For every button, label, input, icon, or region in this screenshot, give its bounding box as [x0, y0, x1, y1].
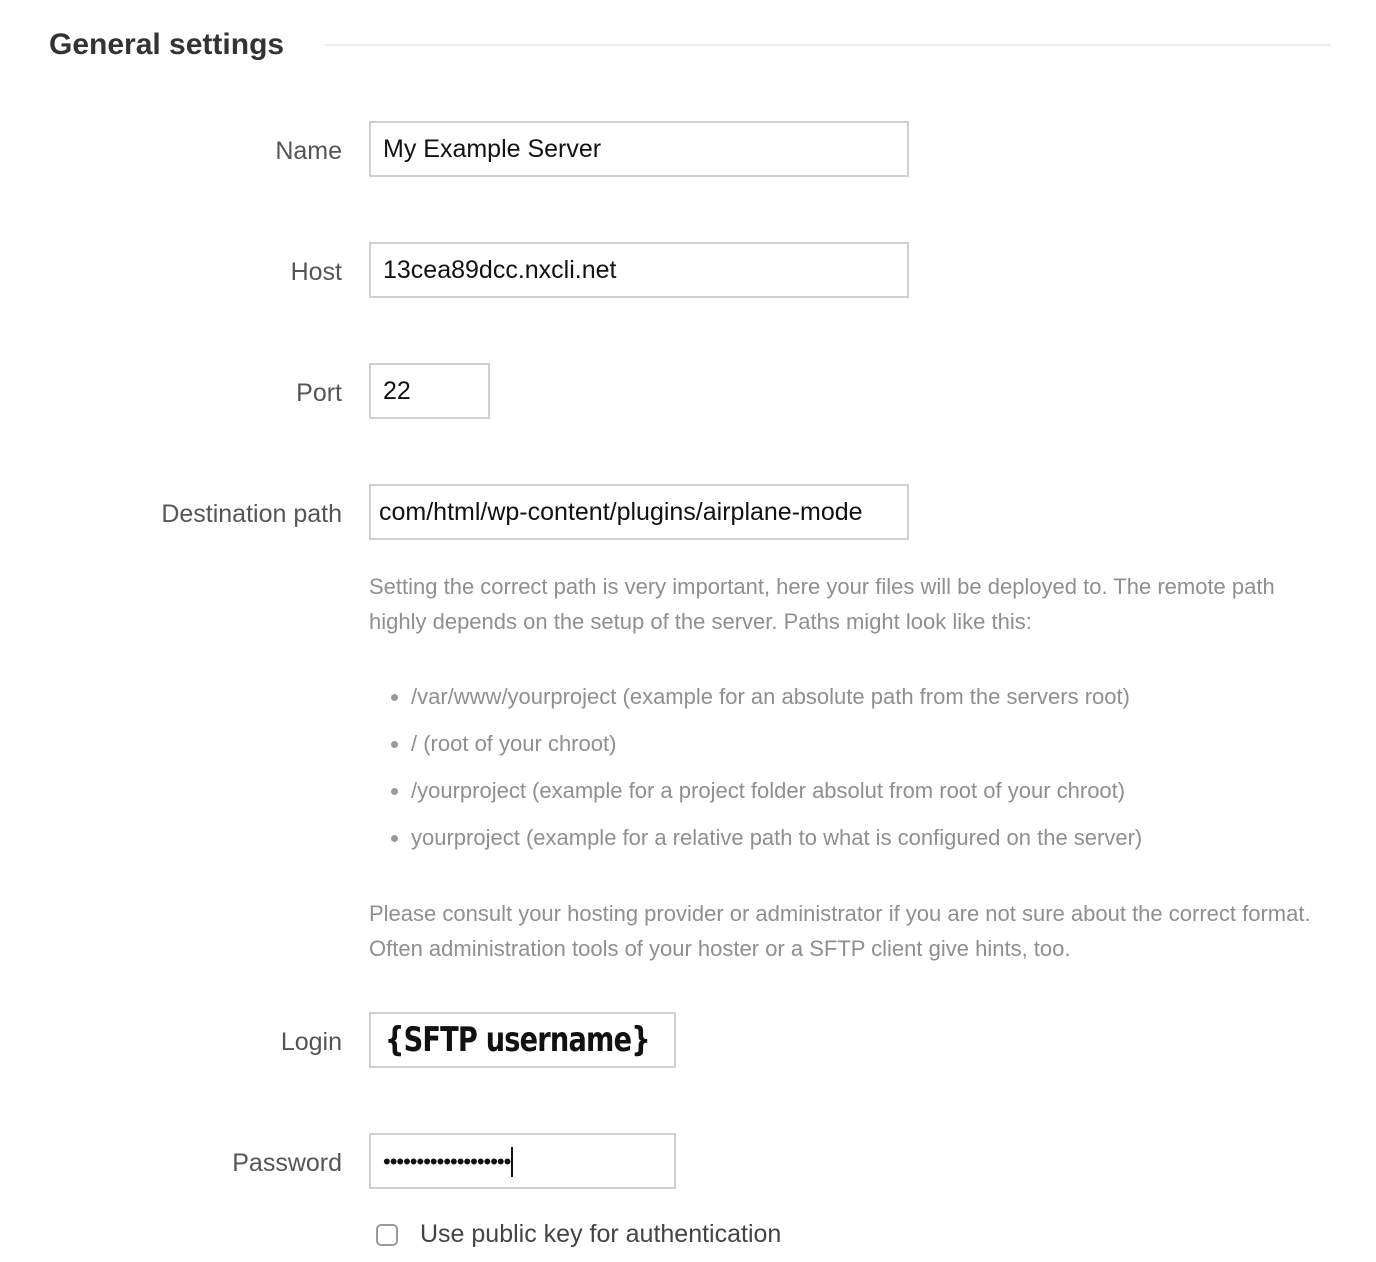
port-input-value: 22	[383, 377, 411, 405]
destination-path-help	[369, 569, 1319, 966]
password-input-value: •••••••••••••••••••	[383, 1149, 511, 1174]
login-input[interactable]	[369, 1012, 676, 1068]
destination-path-input-value: com/html/wp-content/plugins/airplane-mode	[379, 498, 863, 526]
section-title: General settings	[49, 28, 285, 61]
path-examples-list	[369, 673, 1319, 861]
name-input-value: My Example Server	[383, 135, 602, 163]
section-header	[49, 22, 1330, 70]
path-example-item: / (root of your chroot)	[369, 720, 1319, 767]
destination-path-label: Destination path	[161, 500, 342, 528]
login-label: Login	[280, 1028, 342, 1056]
destination-path-input[interactable]	[369, 484, 909, 540]
path-example-item: /yourproject (example for a project folder absolut from root of your chroot)	[369, 767, 1319, 814]
port-input[interactable]	[369, 363, 490, 419]
help-outro: Please consult your hosting provider or administrator if you are not sure about the correct format. Often administration tools of your hoster or a SFTP client give hints, too.	[369, 901, 1311, 961]
host-input[interactable]	[369, 242, 909, 298]
host-input-value: 13cea89dcc.nxcli.net	[383, 256, 617, 284]
section-divider	[325, 44, 1330, 46]
help-intro: Setting the correct path is very important, here your files will be deployed to. The remote path highly depends on the setup of the server. Paths might look like this:	[369, 574, 1275, 634]
text-caret	[511, 1147, 513, 1177]
public-key-checkbox[interactable]	[376, 1224, 398, 1246]
port-label: Port	[296, 379, 342, 407]
password-input[interactable]	[369, 1133, 676, 1189]
name-label: Name	[275, 137, 342, 165]
public-key-checkbox-label[interactable]: Use public key for authentication	[420, 1220, 782, 1248]
name-input[interactable]	[369, 121, 909, 177]
password-label: Password	[232, 1149, 342, 1177]
path-example-item: yourproject (example for a relative path to what is configured on the server)	[369, 814, 1319, 861]
host-label: Host	[290, 258, 342, 286]
login-input-value: {SFTP username}	[385, 1020, 650, 1060]
path-example-item: /var/www/yourproject (example for an absolute path from the servers root)	[369, 673, 1319, 720]
